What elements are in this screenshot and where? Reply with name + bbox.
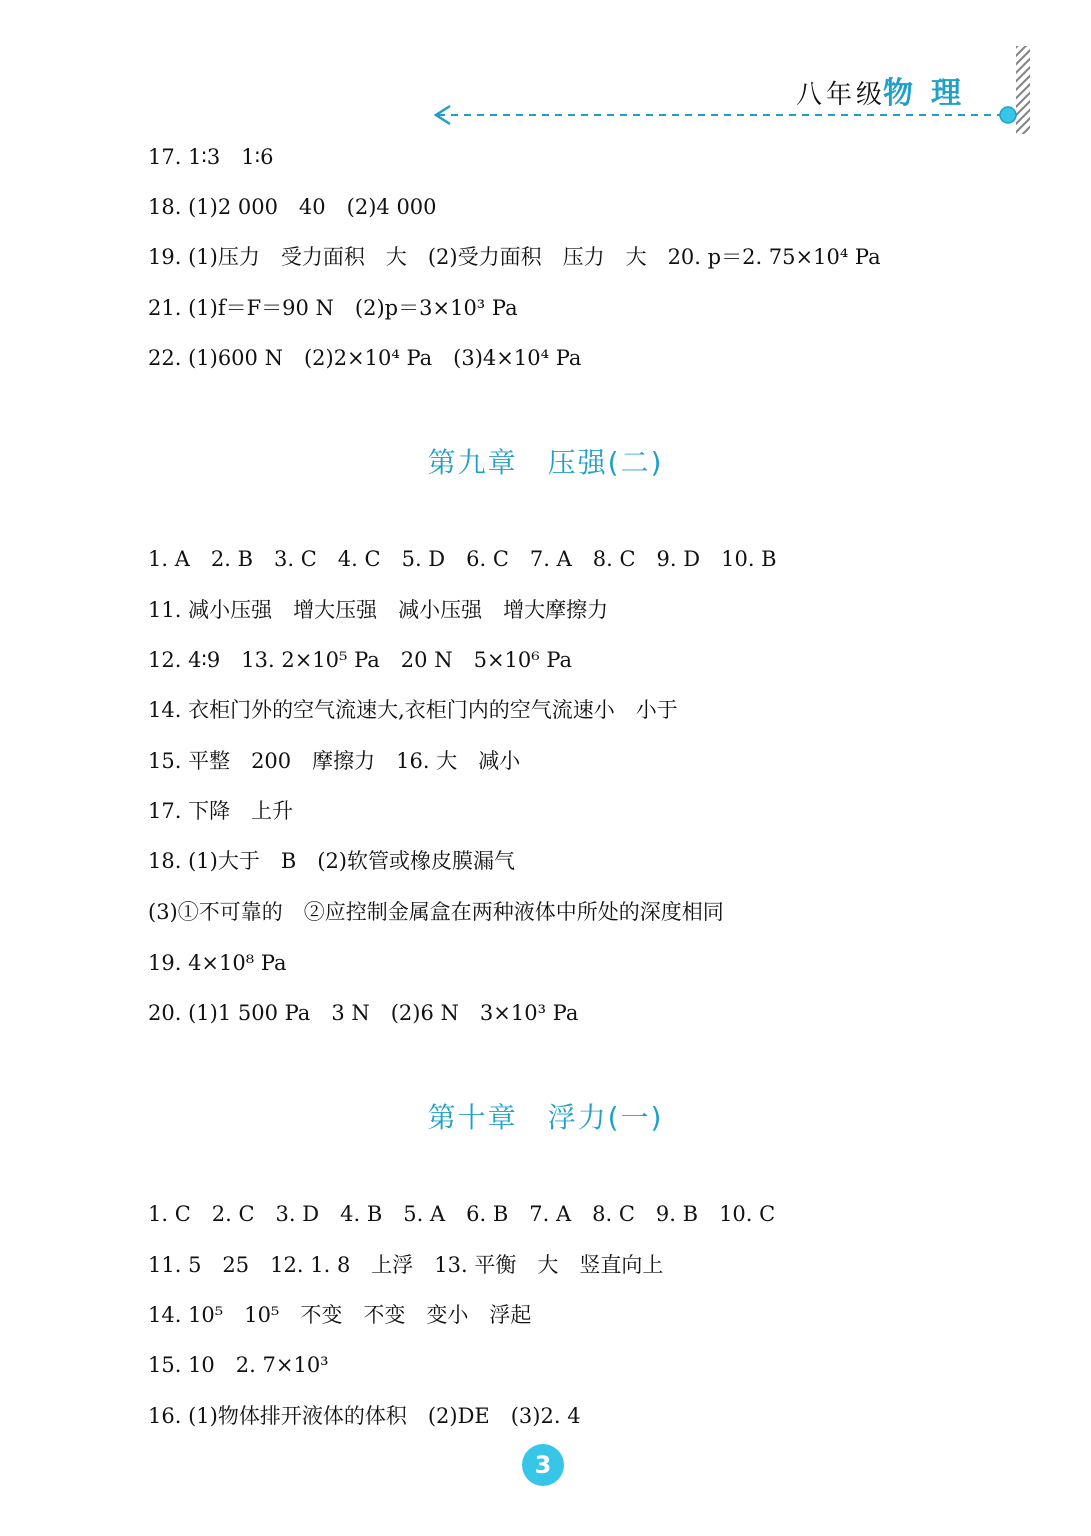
answer-line: 1. C 2. C 3. D 4. B 5. A 6. B 7. A 8. C 9. B 10. C <box>148 1202 776 1226</box>
chapter-title: 第九章 压强(二) <box>427 446 664 479</box>
answer-line: (3)①不可靠的 ②应控制金属盒在两种液体中所处的深度相同 <box>148 900 724 924</box>
answer-line: 16. (1)物体排开液体的体积 (2)DE (3)2. 4 <box>148 1404 581 1428</box>
page-number-badge: 3 <box>522 1444 564 1486</box>
answer-line: 14. 衣柜门外的空气流速大,衣柜门内的空气流速小 小于 <box>148 698 678 722</box>
answer-line: 18. (1)大于 B (2)软管或橡皮膜漏气 <box>148 849 515 873</box>
answer-line: 11. 5 25 12. 1. 8 上浮 13. 平衡 大 竖直向上 <box>148 1253 664 1277</box>
answer-line: 15. 10 2. 7×10³ <box>148 1353 329 1377</box>
answer-line: 12. 4∶9 13. 2×10⁵ Pa 20 N 5×10⁶ Pa <box>148 648 573 672</box>
subject-label: 物理 <box>883 76 979 111</box>
answer-line: 19. (1)压力 受力面积 大 (2)受力面积 压力 大 20. p＝2. 75×10⁴ Pa <box>148 245 881 269</box>
grade-label: 八年级 <box>795 80 886 110</box>
answer-line: 15. 平整 200 摩擦力 16. 大 减小 <box>148 749 521 773</box>
answer-line: 19. 4×10⁸ Pa <box>148 951 287 975</box>
chapter-title: 第十章 浮力(一) <box>427 1101 664 1134</box>
answer-line: 17. 下降 上升 <box>148 799 294 823</box>
answer-line: 21. (1)f＝F＝90 N (2)p＝3×10³ Pa <box>148 296 518 320</box>
page-header <box>0 0 1091 140</box>
answer-line: 11. 减小压强 增大压强 减小压强 增大摩擦力 <box>148 598 609 622</box>
answer-line: 14. 10⁵ 10⁵ 不变 不变 变小 浮起 <box>148 1303 532 1327</box>
answer-line: 17. 1∶3 1∶6 <box>148 145 274 169</box>
answer-line: 18. (1)2 000 40 (2)4 000 <box>148 195 437 219</box>
dashed-arrow-line <box>434 100 1019 130</box>
answer-line: 20. (1)1 500 Pa 3 N (2)6 N 3×10³ Pa <box>148 1001 579 1025</box>
answer-line: 22. (1)600 N (2)2×10⁴ Pa (3)4×10⁴ Pa <box>148 346 582 370</box>
answer-line: 1. A 2. B 3. C 4. C 5. D 6. C 7. A 8. C 9. D 10. B <box>148 547 777 571</box>
